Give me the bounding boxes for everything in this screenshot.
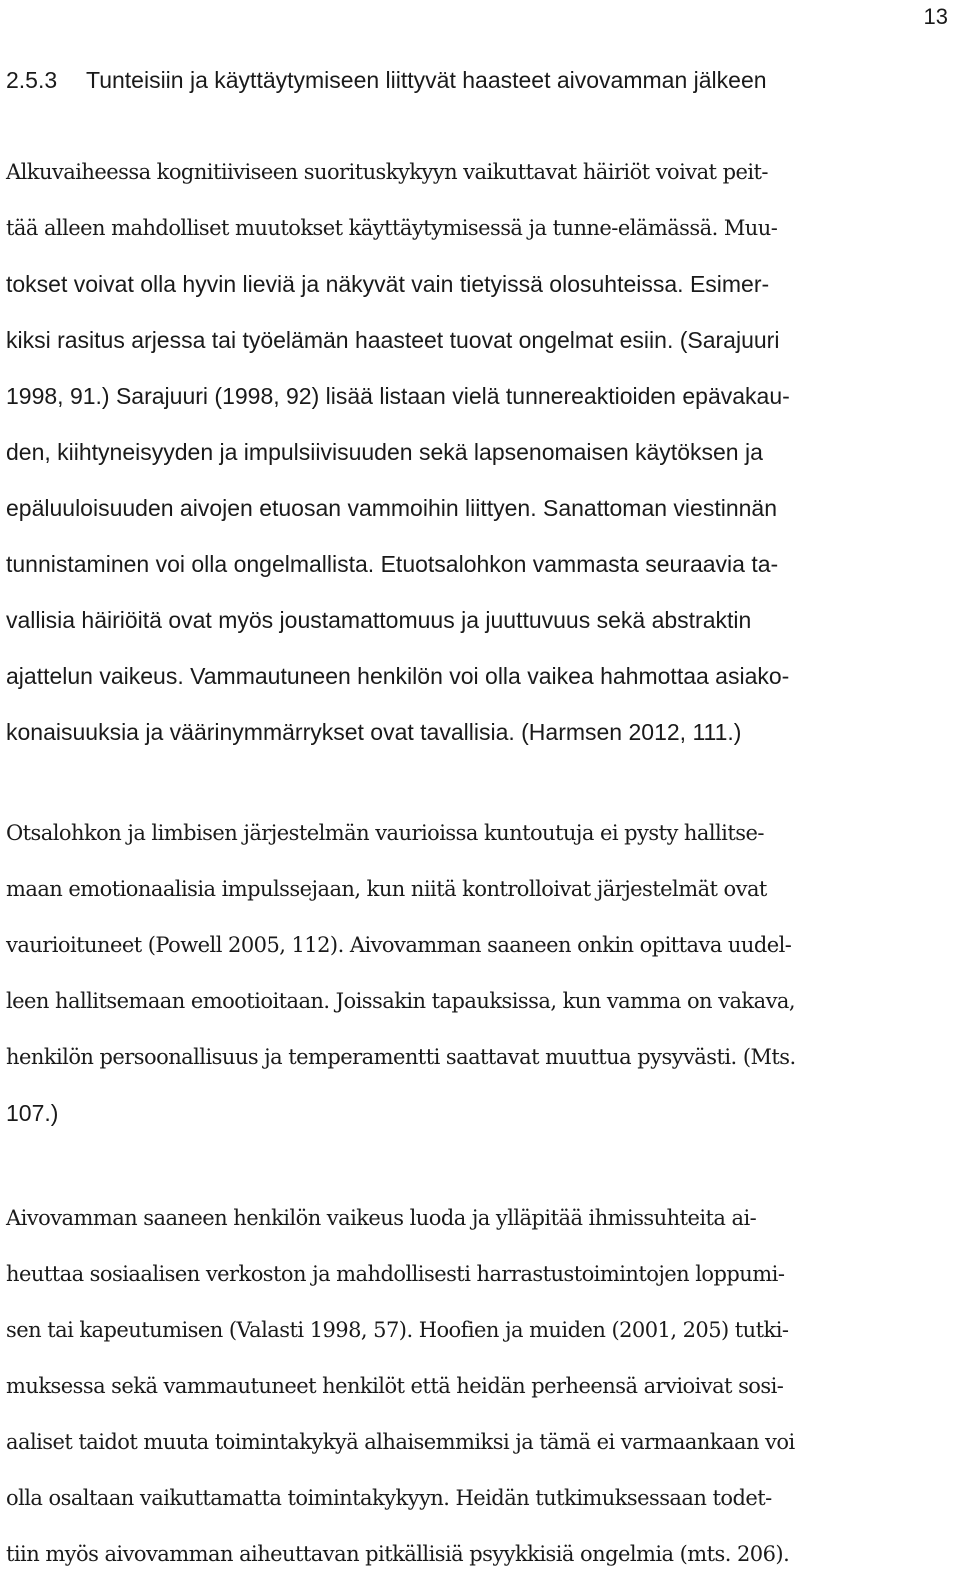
text-line: olla osaltaan vaikuttamatta toimintakykyyn. Heidän tutkimuksessaan todet- [6,1486,772,1510]
text-line: heuttaa sosiaalisen verkoston ja mahdollisesti harrastustoimintojen loppumi- [6,1262,785,1286]
text-line: leen hallitsemaan emootioitaan. Joissakin tapauksissa, kun vamma on vakava, [6,989,795,1013]
paragraph-2 [6,805,796,1141]
text-line: muksessa sekä vammautuneet henkilöt että heidän perheensä arvioivat sosi- [6,1374,784,1398]
text-line: epäluuloisuuden aivojen etuosan vammoihin liittyen. Sanattoman viestinnän [6,495,777,521]
text-line: tokset voivat olla hyvin lieviä ja näkyvät vain tietyissä olosuhteissa. Esimer- [6,271,770,297]
text-line: 1998, 91.) Sarajuuri (1998, 92) lisää listaan vielä tunnereaktioiden epävakau- [6,383,790,409]
text-line: sen tai kapeutumisen (Valasti 1998, 57). Hoofien ja muiden (2001, 205) tutki- [6,1318,789,1342]
text-line: vallisia häiriöitä ovat myös joustamattomuus ja juuttuvuus sekä abstraktin [6,607,752,633]
paragraph-3 [6,1190,795,1582]
text-line: Alkuvaiheessa kognitiiviseen suorituskykyyn vaikuttavat häiriöt voivat peit- [6,160,768,184]
page-number: 13 [923,4,948,29]
text-line: aaliset taidot muuta toimintakykyä alhaisemmiksi ja tämä ei varmaankaan voi [6,1430,795,1454]
text-line: Otsalohkon ja limbisen järjestelmän vaurioissa kuntoutuja ei pysty hallitse- [6,821,764,845]
text-line: kiksi rasitus arjessa tai työelämän haasteet tuovat ongelmat esiin. (Sarajuuri [6,327,780,353]
text-line: 107.) [6,1100,59,1126]
text-line: tää alleen mahdolliset muutokset käyttäytymisessä ja tunne-elämässä. Muu- [6,216,778,240]
paragraph-1 [6,144,790,760]
text-line: tunnistaminen voi olla ongelmallista. Etuotsalohkon vammasta seuraavia ta- [6,551,779,577]
text-line: maan emotionaalisia impulssejaan, kun niitä kontrolloivat järjestelmät ovat [6,877,767,901]
section-heading [6,62,767,98]
text-line: ajattelun vaikeus. Vammautuneen henkilön voi olla vaikea hahmottaa asiako- [6,663,790,689]
section-title: Tunteisiin ja käyttäytymiseen liittyvät haasteet aivovamman jälkeen [86,67,767,93]
text-line: tiin myös aivovamman aiheuttavan pitkällisiä psyykkisiä ongelmia (mts. 206). [6,1542,790,1566]
section-number: 2.5.3 [6,67,58,93]
text-line: Aivovamman saaneen henkilön vaikeus luoda ja ylläpitää ihmissuhteita ai- [6,1206,757,1230]
text-line: den, kiihtyneisyyden ja impulsiivisuuden sekä lapsenomaisen käytöksen ja [6,439,763,465]
text-line: konaisuuksia ja väärinymmärrykset ovat tavallisia. (Harmsen 2012, 111.) [6,719,742,745]
text-line: vaurioituneet (Powell 2005, 112). Aivovamman saaneen onkin opittava uudel- [6,933,792,957]
text-line: henkilön persoonallisuus ja temperamentti saattavat muuttua pysyvästi. (Mts. [6,1045,796,1069]
